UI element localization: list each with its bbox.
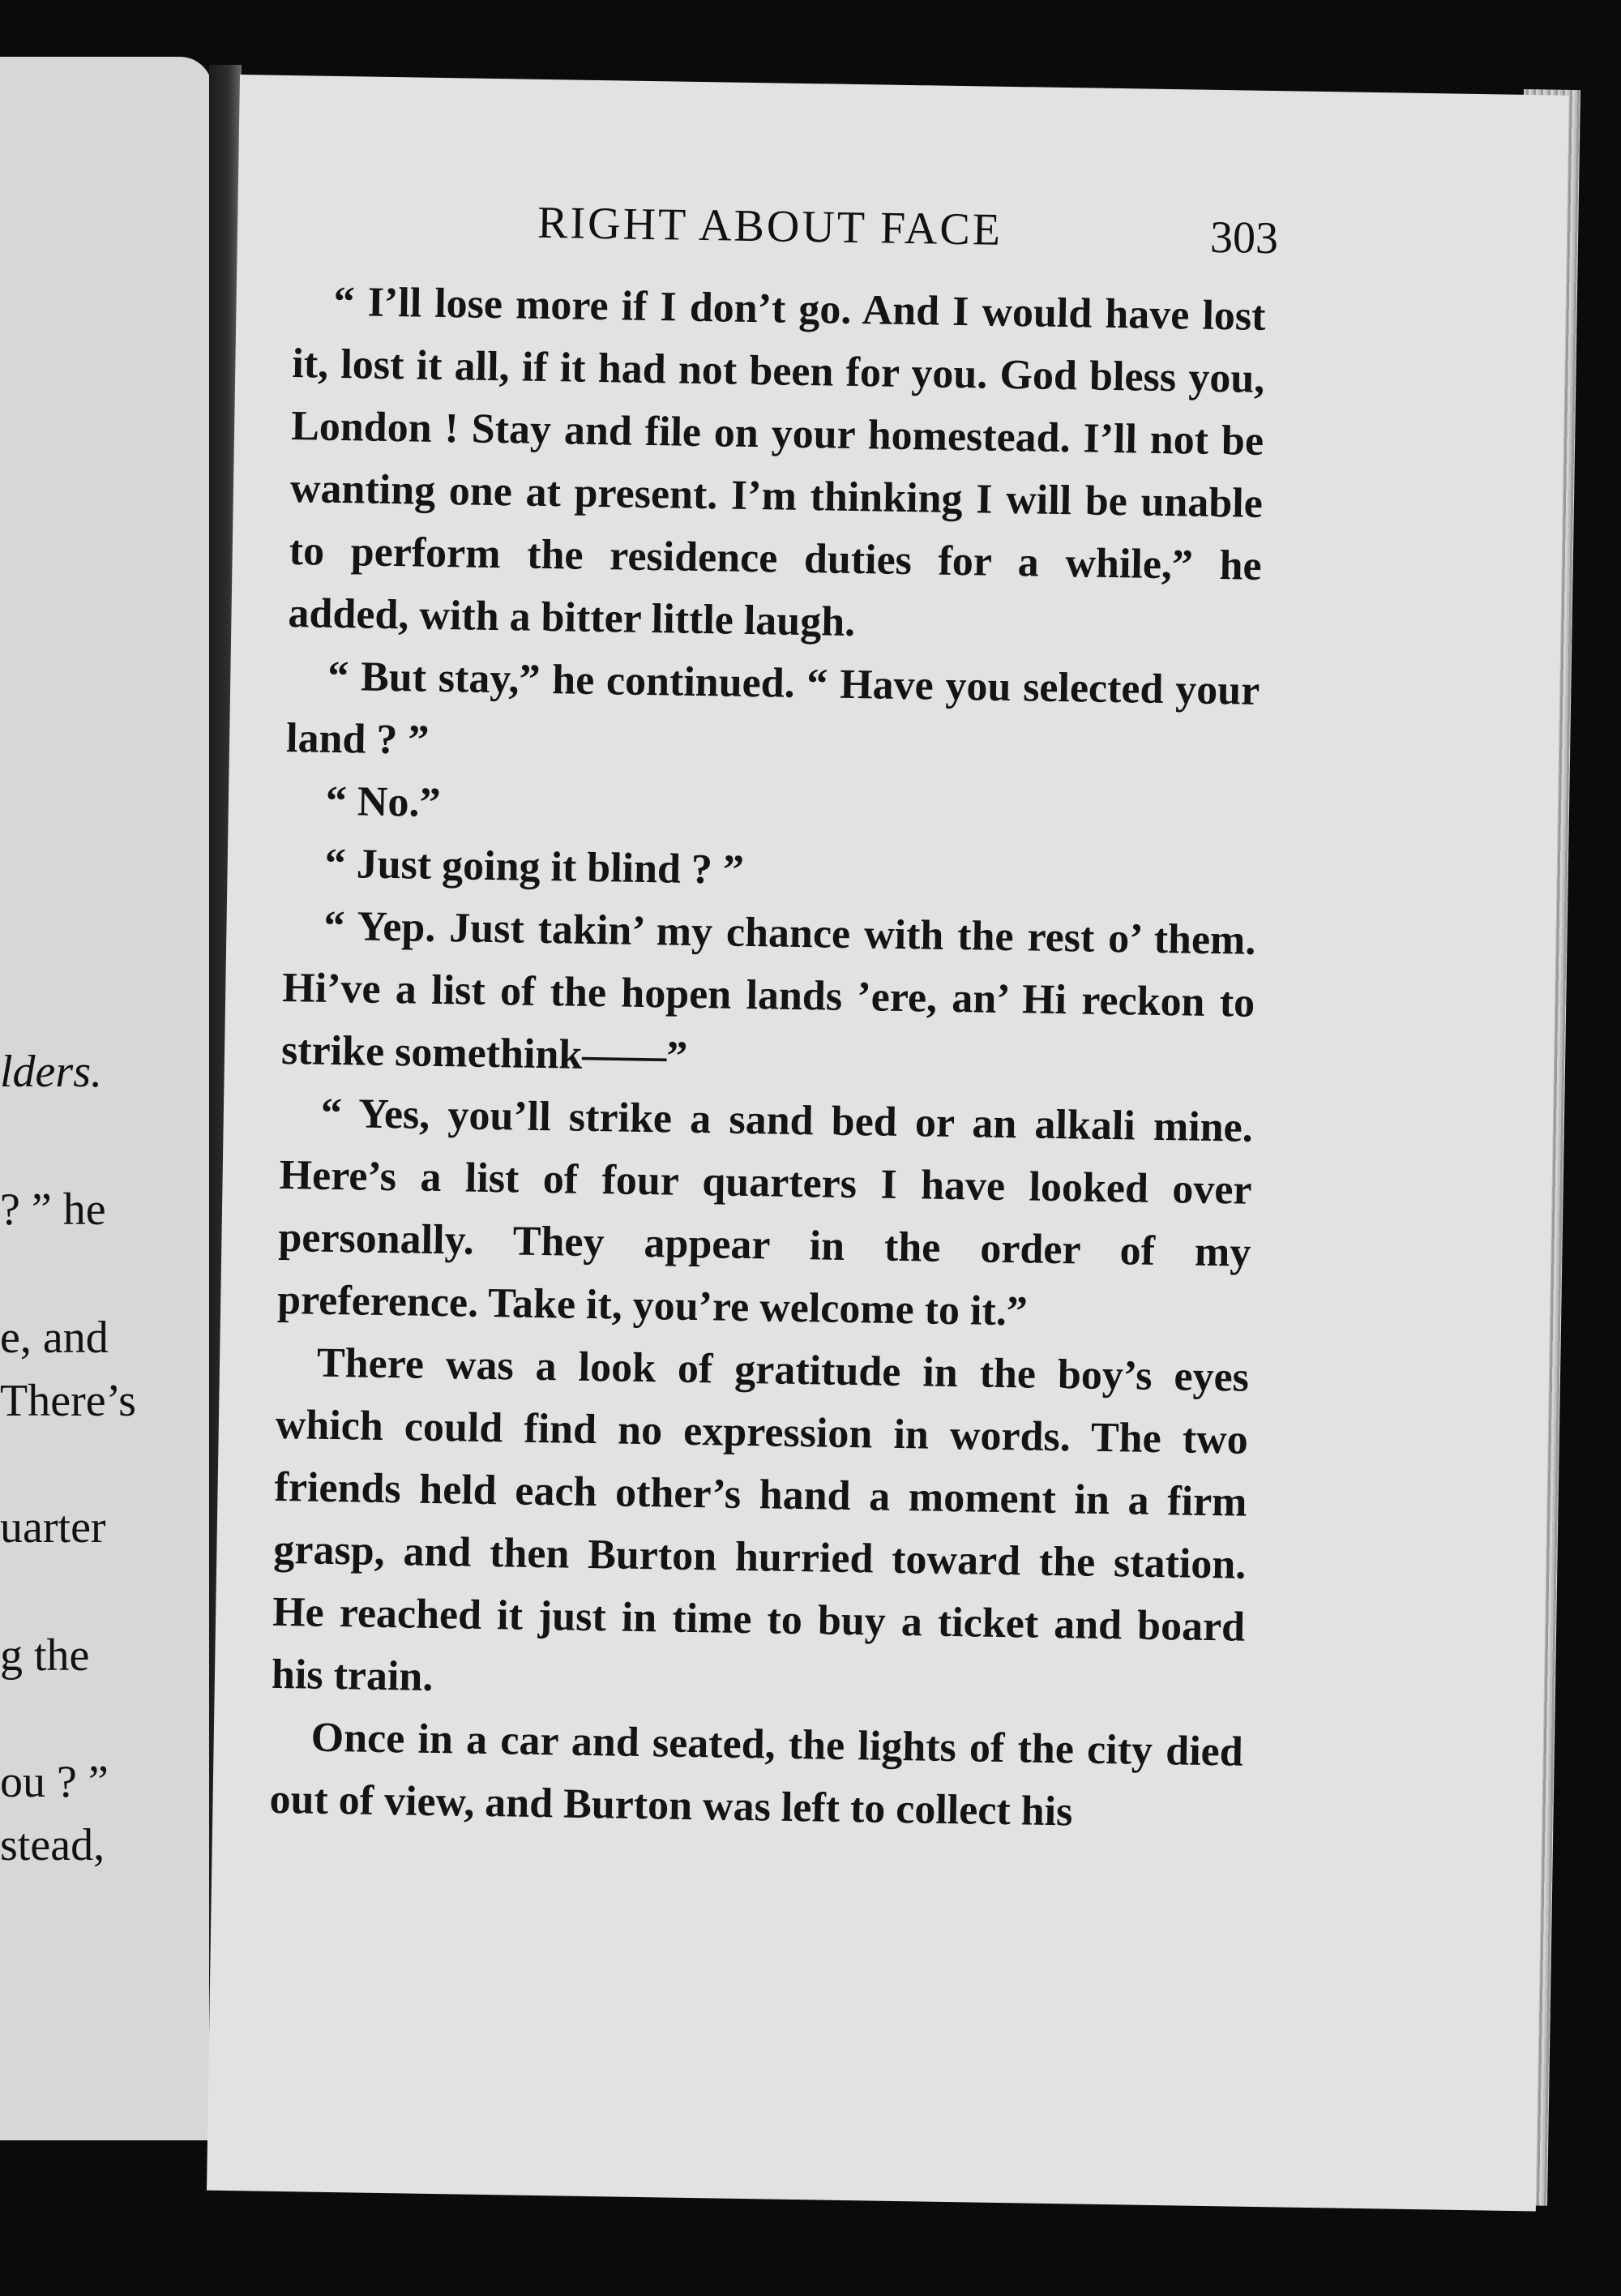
body-text — [269, 270, 1266, 1846]
running-header: RIGHT ABOUT FACE — [537, 197, 1003, 255]
right-page — [207, 75, 1569, 2211]
paragraph: “ Yes, you’ll strike a sand bed or an alkali mine. Here’s a list of four quarters I have looked over personally. They appear in the order of my preference. Take it, you’re welcome to it.” — [276, 1090, 1254, 1335]
paragraph: “ I’ll lose more if I don’t go. And I would have lost it, lost it all, if it had not been for you. God bless you, London ! Stay and file on your homestead. I’ll not be wanting one at present. I’m thinking I will be unable to perform the residence duties for a while,” he added, with a bitter little laugh. — [288, 278, 1266, 646]
paragraph: There was a look of gratitude in the boy’s eyes which could find no expression in words. The two friends held each other’s hand a moment in a firm grasp, and then Burton hurried toward the station. He reached it just in time to buy a ticket and board his train. — [271, 1339, 1250, 1700]
left-page-fragment: ? ” he — [0, 1184, 106, 1235]
paragraph: Once in a car and seated, the lights of the city died out of view, and Burton was left to collect his — [269, 1714, 1244, 1836]
left-page-fragment: e, and — [0, 1313, 109, 1363]
paragraph: “ Yep. Just takin’ my chance with the rest o’ them. Hi’ve a list of the hopen lands ’ere, an’ Hi reckon to strike somethink——” — [280, 902, 1256, 1080]
page-number: 303 — [1209, 212, 1279, 264]
left-page-fragment: There’s — [0, 1376, 136, 1426]
left-page-fragment: ou ? ” — [0, 1757, 109, 1807]
paragraph: “ Just going it blind ? ” — [324, 840, 745, 893]
paragraph: “ No.” — [325, 777, 441, 826]
left-page-fragment: g the — [0, 1630, 90, 1681]
left-page-fragment: lders. — [0, 1047, 102, 1097]
left-page-fragment: stead, — [0, 1820, 105, 1870]
left-page — [0, 57, 212, 2140]
left-page-fragment: uarter — [0, 1502, 106, 1553]
paragraph: “ But stay,” he continued. “ Have you selected your land ? ” — [285, 653, 1260, 764]
